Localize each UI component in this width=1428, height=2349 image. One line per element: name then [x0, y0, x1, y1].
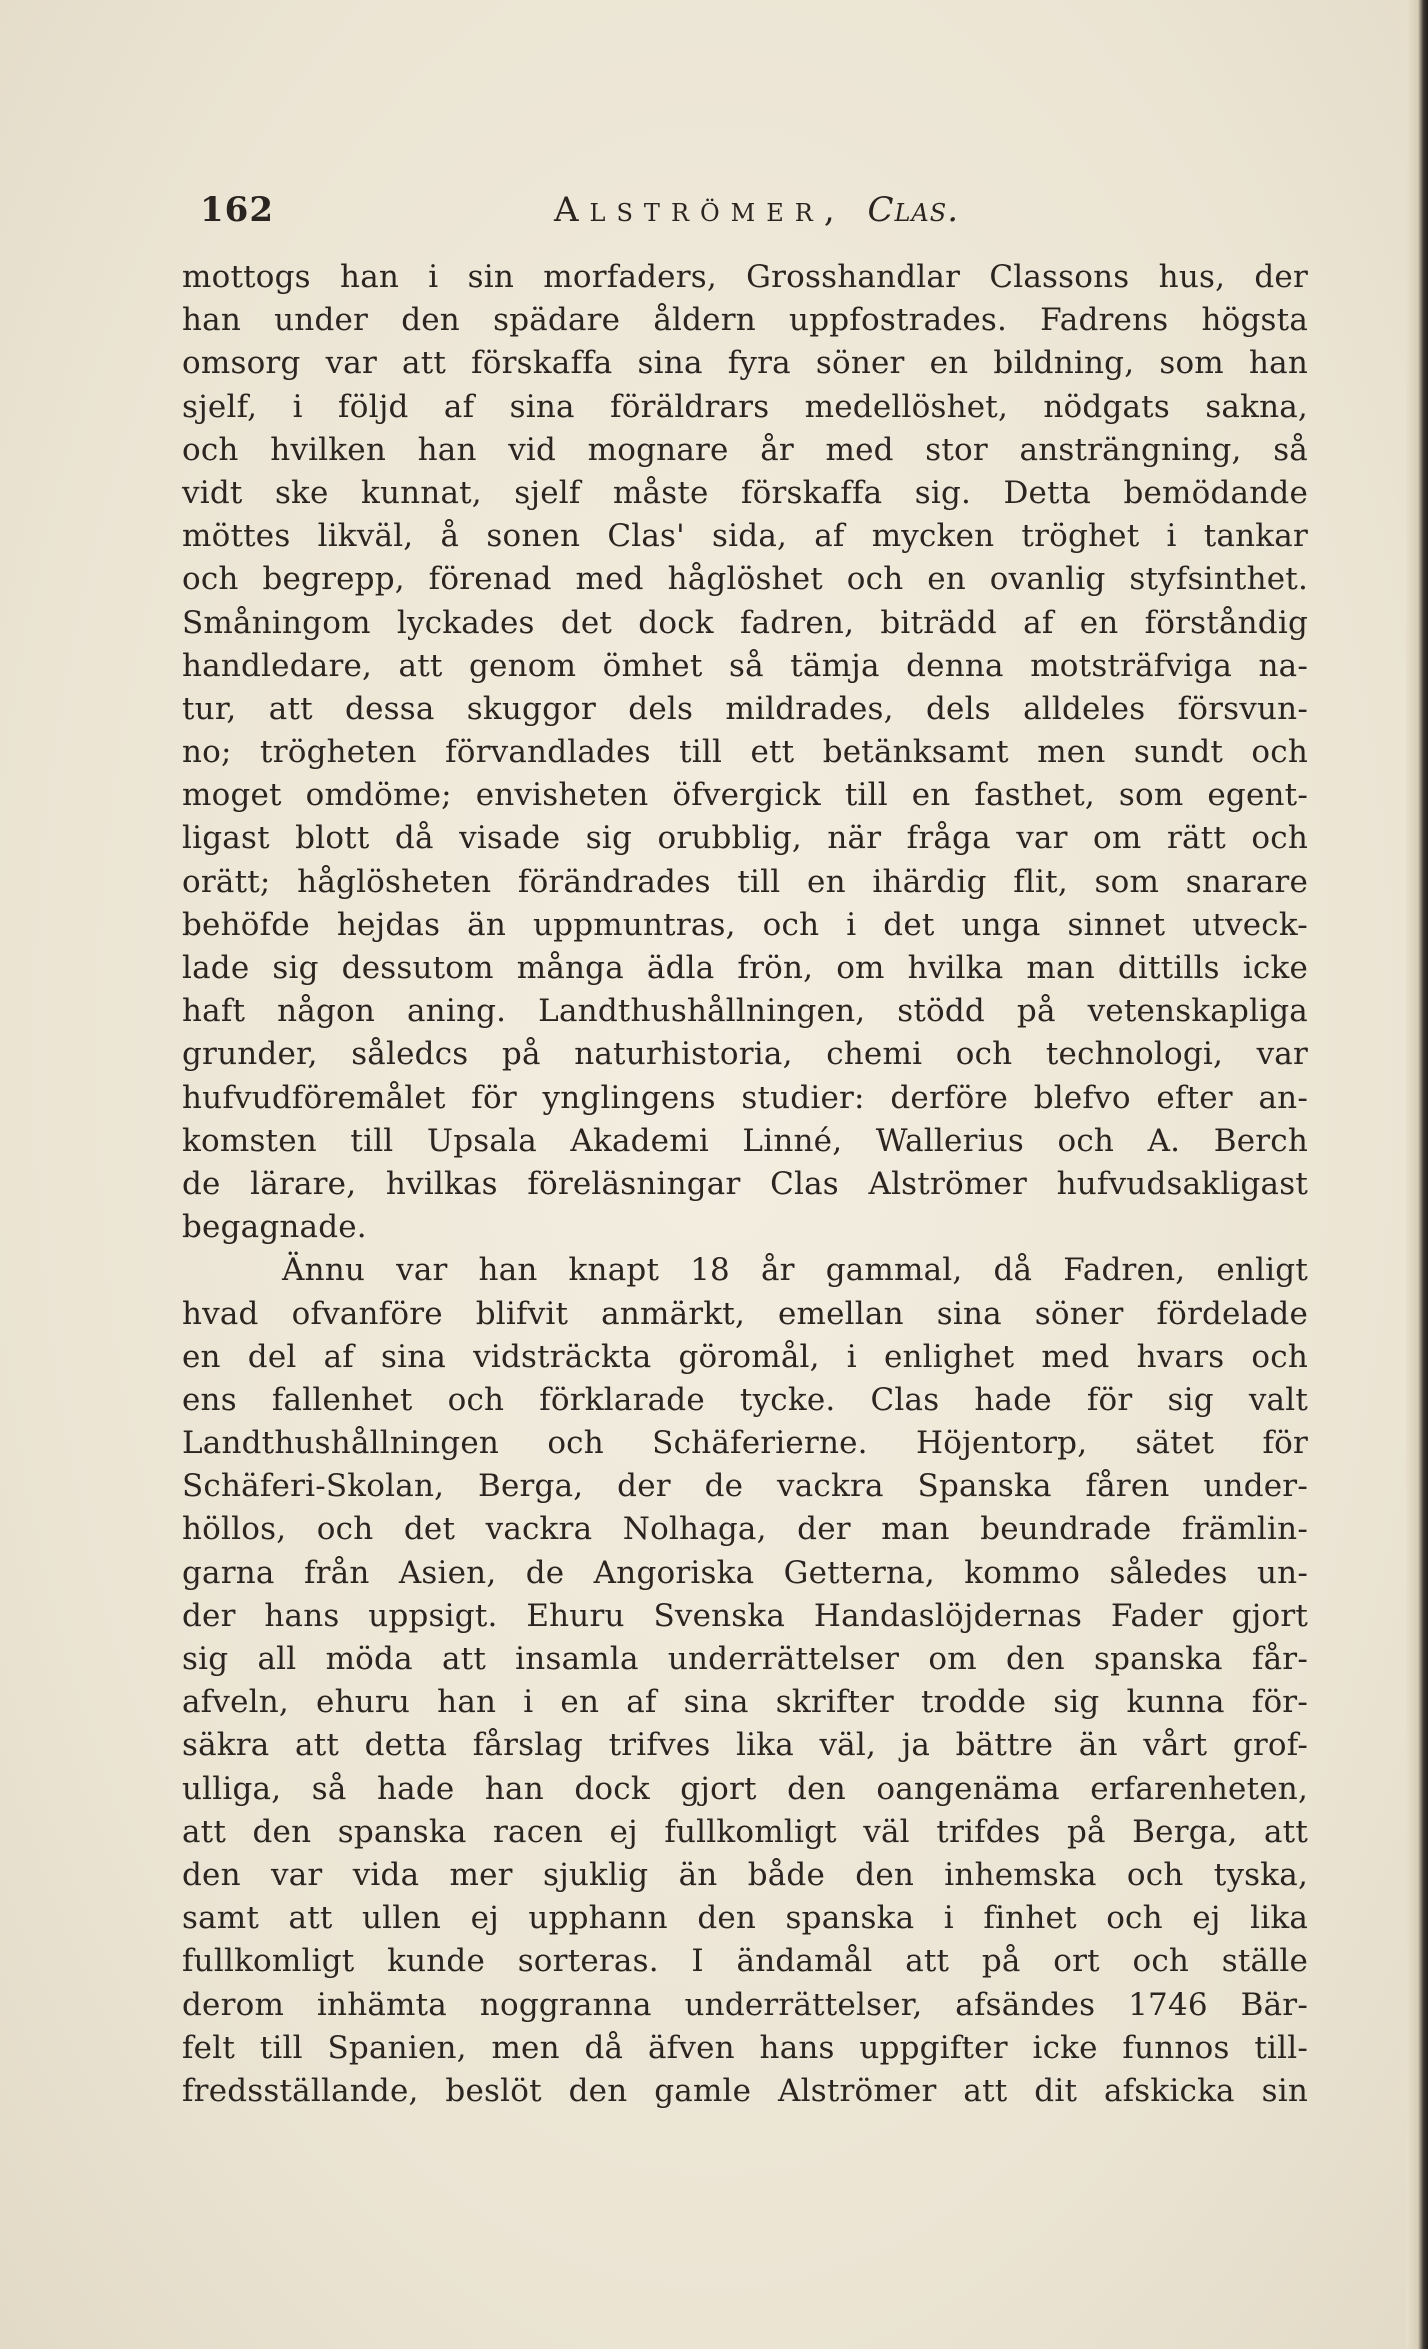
- page-number: 162: [200, 190, 274, 230]
- text-line: Landthushållningen och Schäferierne. Höjentorp, sätet för: [182, 1425, 1308, 1462]
- text-line: ligast blott då visade sig orubblig, när fråga var om rätt och: [182, 820, 1308, 857]
- text-line: vidt ske kunnat, sjelf måste förskaffa sig. Detta bemödande: [182, 474, 1308, 511]
- text-line: ens fallenhet och förklarade tycke. Clas hade för sig valt: [182, 1381, 1308, 1418]
- text-line: handledare, att genom ömhet så tämja denna motsträfviga na-: [182, 647, 1308, 684]
- text-line: den var vida mer sjuklig än både den inhemska och tyska,: [182, 1856, 1308, 1893]
- text-line: hvad ofvanföre blifvit anmärkt, emellan sina söner fördelade: [182, 1295, 1308, 1332]
- text-line: Schäferi-Skolan, Berga, der de vackra Spanska fåren under-: [182, 1468, 1308, 1505]
- text-line: säkra att detta fårslag trifves lika väl, ja bättre än vårt grof-: [182, 1727, 1308, 1764]
- text-line: mottogs han i sin morfaders, Grosshandlar Classons hus, der: [182, 259, 1308, 295]
- text-line: derom inhämta noggranna underrättelser, afsändes 1746 Bär-: [182, 1986, 1308, 2023]
- text-line: ulliga, så hade han dock gjort den oangenäma erfarenheten,: [182, 1770, 1308, 1807]
- text-line: lade sig dessutom många ädla frön, om hvilka man dittills icke: [182, 950, 1308, 986]
- text-line: Småningom lyckades det dock fadren, biträdd af en förståndig: [182, 604, 1308, 641]
- paragraph-first-line: Ännu var han knapt 18 år gammal, då Fadren, enligt: [282, 1252, 1308, 1289]
- text-line: en del af sina vidsträckta göromål, i enlighet med hvars och: [182, 1338, 1308, 1375]
- text-line: samt att ullen ej upphann den spanska i finhet och ej lika: [182, 1900, 1308, 1937]
- running-head: [200, 182, 1300, 238]
- text-line: hufvudföremålet för ynglingens studier: derföre blefvo efter an-: [182, 1079, 1308, 1116]
- header-title: Alströmer, Clas.: [554, 190, 960, 230]
- text-line: att den spanska racen ej fullkomligt väl trifdes på Berga, att: [182, 1813, 1308, 1850]
- text-line: orätt; håglösheten förändrades till en ihärdig flit, som snarare: [182, 863, 1308, 900]
- text-line: moget omdöme; envisheten öfvergick till en fasthet, som egent-: [182, 777, 1308, 814]
- text-line: afveln, ehuru han i en af sina skrifter trodde sig kunna för-: [182, 1684, 1308, 1721]
- text-line: fullkomligt kunde sorteras. I ändamål att på ort och ställe: [182, 1943, 1308, 1980]
- text-line: no; trögheten förvandlades till ett betänksamt men sundt och: [182, 734, 1308, 771]
- header-given-name: Clas.: [867, 190, 960, 230]
- text-line: fredsställande, beslöt den gamle Alströmer att dit afskicka sin: [182, 2072, 1308, 2109]
- page-edge-shadow: [1406, 0, 1428, 2349]
- text-line: de lärare, hvilkas föreläsningar Clas Alströmer hufvudsakligast: [182, 1165, 1308, 1202]
- text-line: grunder, såledcs på naturhistoria, chemi och technologi, var: [182, 1036, 1308, 1073]
- text-line: der hans uppsigt. Ehuru Svenska Handaslöjdernas Fader gjort: [182, 1597, 1308, 1634]
- text-line: haft någon aning. Landthushållningen, stödd på vetenskapliga: [182, 993, 1308, 1030]
- text-line: garna från Asien, de Angoriska Getterna, kommo således un-: [182, 1554, 1308, 1591]
- text-line: felt till Spanien, men då äfven hans uppgifter icke funnos till-: [182, 2029, 1308, 2066]
- text-line: han under den spädare åldern uppfostrades. Fadrens högsta: [182, 302, 1308, 339]
- text-line: behöfde hejdas än uppmuntras, och i det unga sinnet utveck-: [182, 906, 1308, 943]
- text-line: tur, att dessa skuggor dels mildrades, dels alldeles försvun-: [182, 690, 1308, 727]
- text-line: höllos, och det vackra Nolhaga, der man beundrade främlin-: [182, 1511, 1308, 1548]
- text-line: omsorg var att förskaffa sina fyra söner en bildning, som han: [182, 345, 1308, 382]
- text-line: komsten till Upsala Akademi Linné, Wallerius och A. Berch: [182, 1122, 1308, 1159]
- header-surname: Alströmer: [554, 190, 824, 230]
- text-line: och begrepp, förenad med håglöshet och en ovanlig styfsinthet.: [182, 561, 1308, 598]
- body-text: [182, 256, 1308, 2113]
- text-line: möttes likväl, å sonen Clas' sida, af mycken tröghet i tankar: [182, 518, 1308, 555]
- text-line: och hvilken han vid mognare år med stor ansträngning, så: [182, 431, 1308, 468]
- text-line: sjelf, i följd af sina föräldrars medellöshet, nödgats sakna,: [182, 388, 1308, 425]
- text-line: sig all möda att insamla underrättelser om den spanska får-: [182, 1641, 1308, 1677]
- paragraph-last-line: begagnade.: [182, 1209, 367, 1246]
